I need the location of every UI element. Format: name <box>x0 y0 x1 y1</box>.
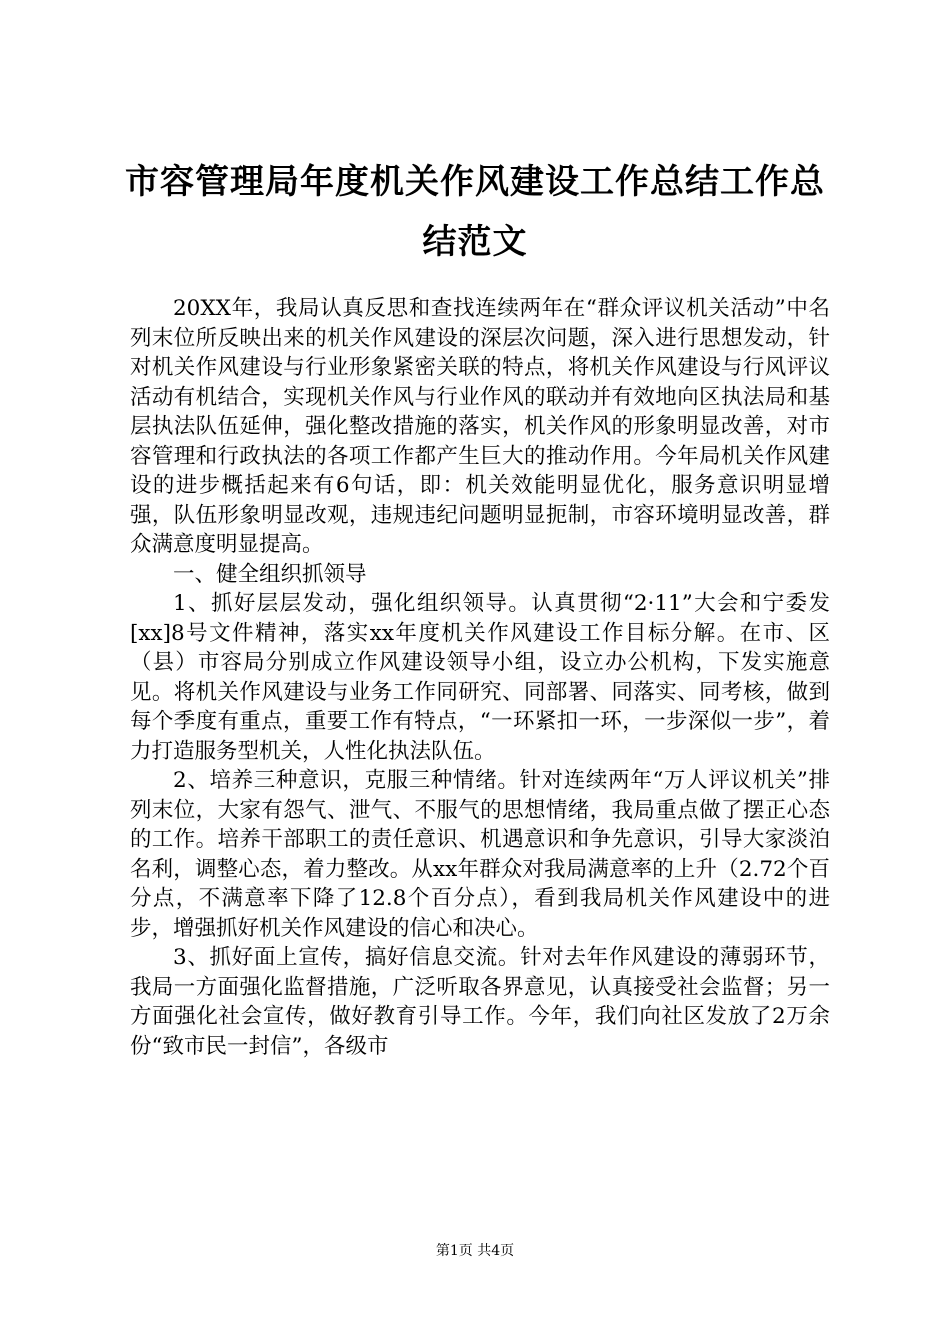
paragraph-item-1: 1、抓好层层发动，强化组织领导。认真贯彻“2·11”大会和宁委发[xx]8号文件精神，落实xx年度机关作风建设工作目标分解。在市、区（县）市容局分别成立作风建设领导小组，设立办公机构，下发实施意见。将机关作风建设与业务工作同研究、同部署、同落实、同考核，做到每个季度有重点，重要工作有特点，“一环紧扣一环，一步深似一步”，着力打造服务型机关，人性化执法队伍。 <box>130 591 830 764</box>
document-body <box>130 294 830 1061</box>
document-title-line-1: 市容管理局年度机关作风建设工作总结工作总 <box>125 162 825 202</box>
paragraph-item-3: 3、抓好面上宣传，搞好信息交流。针对去年作风建设的薄弱环节，我局一方面强化监督措施，广泛听取各界意见，认真接受社会监督；另一方面强化社会宣传，做好教育引导工作。今年，我们向社区发放了2万余份“致市民一封信”，各级市 <box>130 945 830 1059</box>
paragraph-item-2: 2、培养三种意识，克服三种情绪。针对连续两年“万人评议机关”排列末位，大家有怨气、泄气、不服气的思想情绪，我局重点做了摆正心态的工作。培养干部职工的责任意识、机遇意识和争先意识，引导大家淡泊名利，调整心态，着力整改。从xx年群众对我局满意率的上升（2.72个百分点，不满意率下降了12.8个百分点），看到我局机关作风建设中的进步，增强抓好机关作风建设的信心和决心。 <box>130 768 830 941</box>
section-heading: 一、健全组织抓领导 <box>173 561 367 587</box>
paragraph-intro: 20XX年，我局认真反思和查找连续两年在“群众评议机关活动”中名列末位所反映出来的机关作风建设的深层次问题，深入进行思想发动，针对机关作风建设与行业形象紧密关联的特点，将机关作风建设与行风评议活动有机结合，实现机关作风与行业作风的联动并有效地向区执法局和基层执法队伍延伸，强化整改措施的落实，机关作风的形象明显改善，对市容管理和行政执法的各项工作都产生巨大的推动作用。今年局机关作风建设的进步概括起来有6句话，即：机关效能明显优化，服务意识明显增强，队伍形象明显改观，违规违纪问题明显扼制，市容环境明显改善，群众满意度明显提高。 <box>130 296 830 557</box>
page-number-footer: 第1页 共4页 <box>435 1243 515 1259</box>
document-title-line-2: 结范文 <box>422 222 528 262</box>
